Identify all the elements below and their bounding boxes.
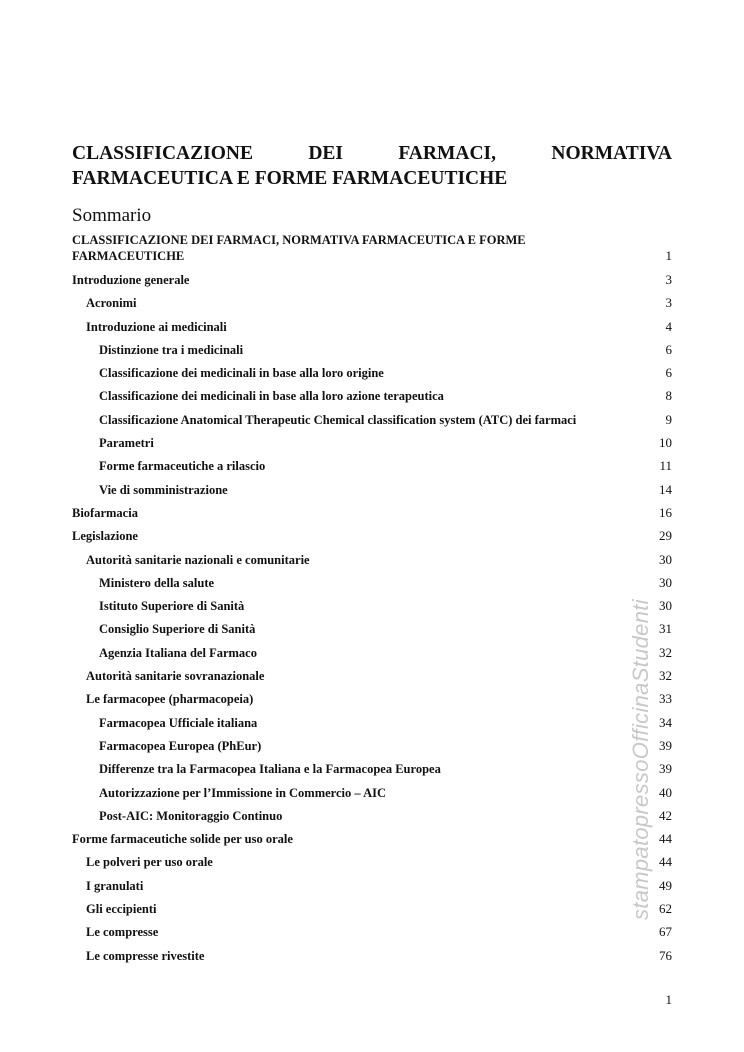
toc-entry[interactable] xyxy=(72,295,672,318)
toc-entry-page: 33 xyxy=(659,691,672,707)
toc-entry-title: Autorità sanitarie nazionali e comunitarie xyxy=(86,552,310,567)
page-number: 1 xyxy=(665,992,672,1007)
toc-entry-page: 42 xyxy=(659,807,672,823)
toc-entry-page: 9 xyxy=(665,411,672,427)
toc-entry-title: Introduzione ai medicinali xyxy=(86,319,227,334)
toc-entry-title: Introduzione generale xyxy=(72,273,190,287)
toc-entry[interactable] xyxy=(72,715,672,738)
title-line-1 xyxy=(72,141,672,166)
toc-entry-page: 44 xyxy=(659,854,672,870)
toc-entry-page: 76 xyxy=(659,947,672,963)
toc-entry-page: 3 xyxy=(665,272,672,287)
toc-entry-title: CLASSIFICAZIONE DEI FARMACI, NORMATIVA FARMACEUTICA E FORME FARMACEUTICHE xyxy=(72,233,526,263)
toc-entry[interactable] xyxy=(72,808,672,831)
toc-entry-page: 3 xyxy=(665,295,672,311)
toc-entry[interactable] xyxy=(72,319,672,342)
toc-entry-title: Classificazione dei medicinali in base alla loro origine xyxy=(99,366,384,381)
toc-entry[interactable] xyxy=(72,458,672,481)
toc-entry[interactable] xyxy=(72,668,672,691)
toc-entry[interactable] xyxy=(72,691,672,714)
title-word: DEI xyxy=(308,143,343,164)
toc-entry-title: Autorizzazione per l’Immissione in Commercio – AIC xyxy=(99,785,386,800)
toc-entry[interactable] xyxy=(72,388,672,411)
title-word: FARMACI, xyxy=(398,143,497,164)
toc-entry[interactable] xyxy=(72,598,672,621)
toc-entry-page: 32 xyxy=(659,644,672,660)
toc-entry[interactable] xyxy=(72,272,672,295)
toc-entry-page: 16 xyxy=(659,504,672,520)
toc-entry-title: Post-AIC: Monitoraggio Continuo xyxy=(99,808,283,823)
toc-entry-page: 4 xyxy=(665,318,672,334)
toc-entry-page: 1 xyxy=(665,248,672,263)
toc-entry[interactable] xyxy=(72,412,672,435)
toc-entry-title: Farmacopea Europea (PhEur) xyxy=(99,738,262,753)
toc-entry[interactable] xyxy=(72,575,672,598)
toc-entry-page: 6 xyxy=(665,341,672,357)
toc-entry[interactable] xyxy=(72,878,672,901)
toc-entry-title: Le compresse rivestite xyxy=(86,948,205,963)
toc-entry[interactable] xyxy=(72,621,672,644)
toc-entry-title: Biofarmacia xyxy=(72,505,138,520)
toc-entry-page: 30 xyxy=(659,551,672,567)
toc-entry-page: 10 xyxy=(659,435,672,451)
toc-entry[interactable] xyxy=(72,232,672,272)
toc-entry-page: 11 xyxy=(659,458,672,474)
toc-entry-title: Le compresse xyxy=(86,925,159,940)
toc-entry[interactable] xyxy=(72,738,672,761)
toc-entry-page: 44 xyxy=(659,831,672,847)
toc-entry-page: 30 xyxy=(659,574,672,590)
toc-entry-title: Forme farmaceutiche solide per uso orale xyxy=(72,832,293,847)
toc-entry-title: Farmacopea Ufficiale italiana xyxy=(99,715,258,730)
table-of-contents xyxy=(72,232,672,971)
toc-entry-page: 29 xyxy=(659,528,672,544)
toc-entry-page: 8 xyxy=(665,388,672,404)
toc-entry[interactable] xyxy=(72,948,672,971)
toc-entry[interactable] xyxy=(72,785,672,808)
toc-entry[interactable] xyxy=(72,552,672,575)
toc-heading: Sommario xyxy=(72,205,152,226)
title-word: CLASSIFICAZIONE xyxy=(72,143,253,164)
document-title xyxy=(72,141,672,191)
toc-entry-title: Differenze tra la Farmacopea Italiana e la Farmacopea Europea xyxy=(99,762,441,777)
toc-entry-title: Parametri xyxy=(99,436,154,451)
toc-entry-title: Le polveri per uso orale xyxy=(86,855,213,870)
toc-entry-title: Istituto Superiore di Sanità xyxy=(99,599,245,614)
toc-entry[interactable] xyxy=(72,482,672,505)
toc-entry[interactable] xyxy=(72,901,672,924)
toc-entry-title: Legislazione xyxy=(72,529,138,544)
toc-entry-title: Acronimi xyxy=(86,296,137,311)
toc-entry-page: 67 xyxy=(659,924,672,940)
toc-entry-page: 6 xyxy=(665,365,672,381)
toc-entry[interactable] xyxy=(72,761,672,784)
toc-entry-title: Forme farmaceutiche a rilascio xyxy=(99,459,266,474)
toc-entry[interactable] xyxy=(72,342,672,365)
title-word: NORMATIVA xyxy=(551,143,672,164)
toc-entry-title: Gli eccipienti xyxy=(86,902,157,917)
toc-entry-page: 49 xyxy=(659,877,672,893)
toc-entry-page: 32 xyxy=(659,668,672,684)
toc-entry[interactable] xyxy=(72,831,672,854)
toc-entry-page: 30 xyxy=(659,598,672,614)
toc-entry-title: Consiglio Superiore di Sanità xyxy=(99,622,256,637)
toc-entry[interactable] xyxy=(72,435,672,458)
toc-entry-title: I granulati xyxy=(86,878,144,893)
toc-entry-page: 40 xyxy=(659,784,672,800)
toc-entry[interactable] xyxy=(72,645,672,668)
toc-entry-title: Classificazione dei medicinali in base alla loro azione terapeutica xyxy=(99,389,444,404)
toc-entry-title: Classificazione Anatomical Therapeutic Chemical classification system (ATC) dei farmaci xyxy=(99,412,577,427)
toc-entry[interactable] xyxy=(72,854,672,877)
toc-entry-page: 31 xyxy=(659,621,672,637)
toc-entry-title: Distinzione tra i medicinali xyxy=(99,342,244,357)
toc-entry-page: 62 xyxy=(659,901,672,917)
toc-entry[interactable] xyxy=(72,505,672,528)
toc-entry-page: 39 xyxy=(659,737,672,753)
toc-entry-title: Ministero della salute xyxy=(99,575,215,590)
watermark: stampatopressoOfficinaStudenti xyxy=(628,599,653,920)
toc-entry-page: 34 xyxy=(659,714,672,730)
toc-entry-title: Autorità sanitarie sovranazionale xyxy=(86,669,265,684)
title-line-2: FARMACEUTICA E FORME FARMACEUTICHE xyxy=(72,168,508,189)
toc-entry[interactable] xyxy=(72,528,672,551)
toc-entry[interactable] xyxy=(72,365,672,388)
toc-entry-page: 14 xyxy=(659,481,672,497)
toc-entry-title: Vie di somministrazione xyxy=(99,482,228,497)
toc-entry-page: 39 xyxy=(659,761,672,777)
toc-entry[interactable] xyxy=(72,924,672,947)
toc-entry-title: Agenzia Italiana del Farmaco xyxy=(99,645,257,660)
toc-entry-title: Le farmacopee (pharmacopeia) xyxy=(86,692,254,707)
